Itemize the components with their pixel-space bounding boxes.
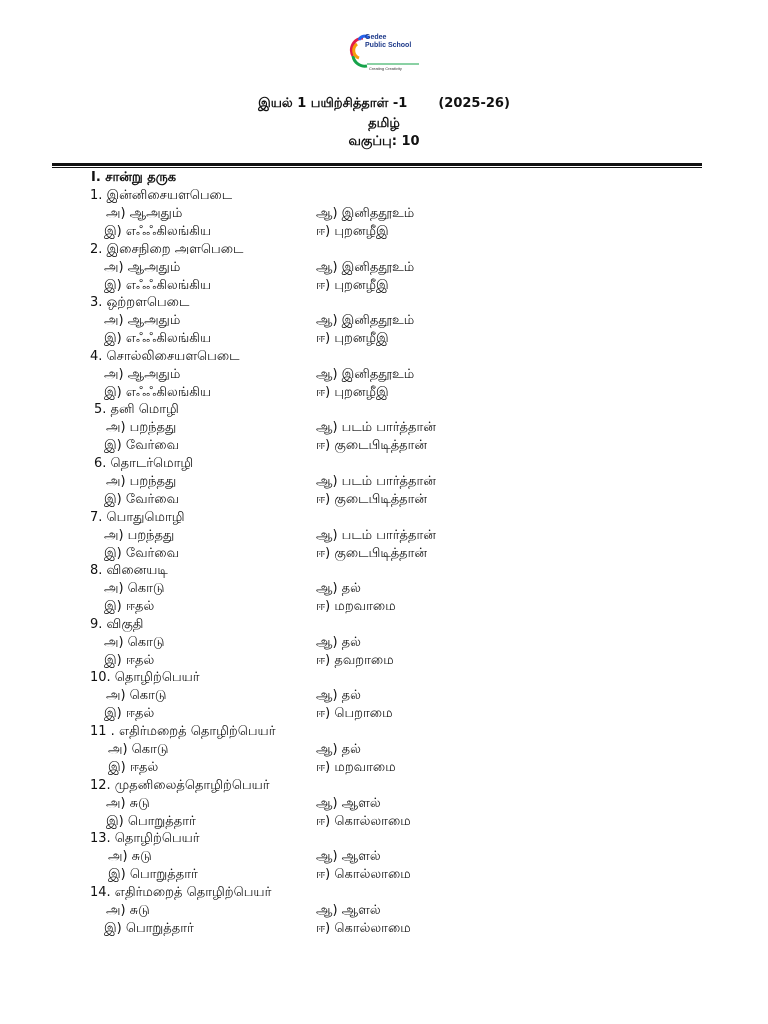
subject-title: தமிழ் xyxy=(368,116,400,131)
option-b: ஆ) படம் பார்த்தான் xyxy=(316,474,436,489)
option-d: ஈ) தவறாமை xyxy=(316,652,394,668)
question-label: 2. இசைநிறை அளபெடை xyxy=(90,241,244,257)
option-d: ஈ) குடைபிடித்தான் xyxy=(316,545,428,561)
option-b: ஆ) ஆளல் xyxy=(316,902,381,918)
option-b: ஆ) இனிததூஉம் xyxy=(316,313,415,329)
question-label: 14. எதிர்மறைத் தொழிற்பெயர் xyxy=(90,884,272,900)
option-c: இ) ஈதல் xyxy=(104,599,155,615)
option-d: ஈ) மறவாமை xyxy=(316,599,396,615)
option-b: ஆ) தல் xyxy=(316,688,361,704)
option-a: அ) கொடு xyxy=(104,581,165,597)
option-b: ஆ) இனிததூஉம் xyxy=(316,259,415,275)
option-c: இ) எஃஃகிலங்கிய xyxy=(104,384,212,400)
question-label: 8. வினையடி xyxy=(90,563,168,579)
option-d: ஈ) கொல்லாமை xyxy=(316,920,411,936)
option-a: அ) சுடு xyxy=(106,795,150,811)
option-a: அ) கொடு xyxy=(108,742,169,757)
option-d: ஈ) கொல்லாமை xyxy=(316,867,411,883)
option-b: ஆ) ஆளல் xyxy=(316,795,381,811)
option-d: ஈ) பெறாமை xyxy=(316,706,393,722)
question-label: 4. சொல்லிசையளபெடை xyxy=(90,348,240,364)
option-a: அ) சுடு xyxy=(106,902,150,918)
title-text: இயல் 1 பயிற்சித்தாள் -1 xyxy=(258,96,408,111)
option-d: ஈ) புறனழீஇ xyxy=(316,277,389,293)
question-label: 6. தொடர்மொழி xyxy=(94,456,194,471)
option-a: அ) சுடு xyxy=(108,849,152,865)
option-a: அ) கொடு xyxy=(106,688,167,704)
option-b: ஆ) இனிததூஉம் xyxy=(316,206,415,221)
school-logo xyxy=(345,26,425,76)
option-a: அ) பறந்தது xyxy=(104,527,175,543)
option-d: ஈ) புறனழீஇ xyxy=(316,224,389,239)
option-a: அ) ஆஅதும் xyxy=(104,366,181,382)
option-c: இ) ஈதல் xyxy=(104,652,155,668)
option-c: இ) வேர்வை xyxy=(104,492,180,507)
question-label: 3. ஒற்றளபெடை xyxy=(90,295,190,311)
option-c: இ) பொறுத்தார் xyxy=(108,867,198,883)
question-label: 5. தனி மொழி xyxy=(94,402,179,418)
option-a: அ) பறந்தது xyxy=(106,420,177,436)
option-d: ஈ) புறனழீஇ xyxy=(316,384,389,400)
question-label: 12. முதனிலைத்தொழிற்பெயர் xyxy=(90,777,270,793)
option-c: இ) வேர்வை xyxy=(104,545,180,561)
question-label: 11 . எதிர்மறைத் தொழிற்பெயர் xyxy=(90,724,276,739)
option-c: இ) வேர்வை xyxy=(104,438,180,454)
option-a: அ) ஆஅதும் xyxy=(106,206,183,221)
option-d: ஈ) குடைபிடித்தான் xyxy=(316,492,428,507)
option-d: ஈ) குடைபிடித்தான் xyxy=(316,438,428,454)
grade-title: வகுப்பு: 10 xyxy=(348,134,420,149)
option-c: இ) எஃஃகிலங்கிய xyxy=(104,331,212,347)
worksheet-title xyxy=(0,96,768,112)
option-b: ஆ) ஆளல் xyxy=(316,849,381,865)
option-b: ஆ) இனிததூஉம் xyxy=(316,366,415,382)
question-label: 1. இன்னிசையளபெடை xyxy=(90,188,233,203)
option-c: இ) எஃஃகிலங்கிய xyxy=(104,224,212,239)
question-label: 7. பொதுமொழி xyxy=(90,509,185,525)
option-c: இ) எஃஃகிலங்கிய xyxy=(104,277,212,293)
option-c: இ) பொறுத்தார் xyxy=(104,920,194,936)
question-label: 9. விகுதி xyxy=(90,616,144,632)
option-b: ஆ) படம் பார்த்தான் xyxy=(316,527,436,543)
option-b: ஆ) படம் பார்த்தான் xyxy=(316,420,436,436)
option-c: இ) ஈதல் xyxy=(104,706,155,722)
option-b: ஆ) தல் xyxy=(316,742,361,757)
header-divider-thin xyxy=(52,167,702,168)
option-d: ஈ) மறவாமை xyxy=(316,760,396,775)
question-label: 13. தொழிற்பெயர் xyxy=(90,831,200,847)
academic-year: (2025-26) xyxy=(438,96,510,111)
section-title: I. சான்று தருக xyxy=(91,170,177,185)
option-a: அ) ஆஅதும் xyxy=(104,313,181,329)
option-a: அ) ஆஅதும் xyxy=(104,259,181,275)
option-b: ஆ) தல் xyxy=(316,634,361,650)
option-c: இ) ஈதல் xyxy=(108,760,159,775)
option-a: அ) கொடு xyxy=(104,634,165,650)
logo-tagline: Creating Creativity xyxy=(369,66,402,71)
option-a: அ) பறந்தது xyxy=(106,474,177,489)
question-label: 10. தொழிற்பெயர் xyxy=(90,670,200,686)
option-d: ஈ) புறனழீஇ xyxy=(316,331,389,347)
logo-name-line1: Gedee xyxy=(365,34,387,41)
option-d: ஈ) கொல்லாமை xyxy=(316,813,411,829)
logo-name-line2: Public School xyxy=(365,42,412,49)
option-c: இ) பொறுத்தார் xyxy=(106,813,196,829)
option-b: ஆ) தல் xyxy=(316,581,361,597)
header-divider-thick xyxy=(52,163,702,166)
